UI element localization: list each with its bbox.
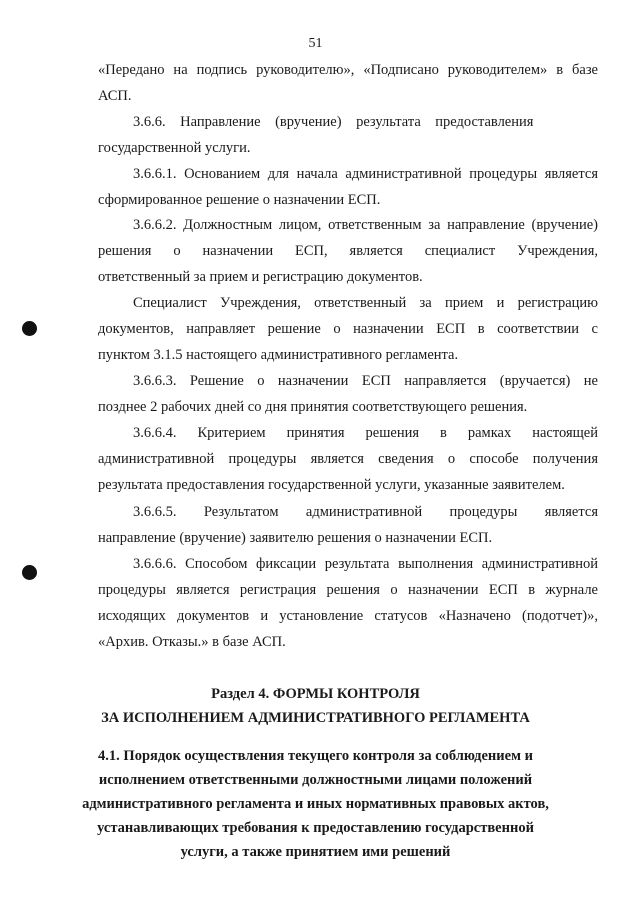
paragraph-line: 3.6.6.2. Должностным лицом, ответственным за направление (вручение) <box>133 217 598 233</box>
section-title: ЗА ИСПОЛНЕНИЕМ АДМИНИСТРАТИВНОГО РЕГЛАМЕНТА <box>101 710 530 726</box>
paragraph-line: ответственный за прием и регистрацию документов. <box>98 269 423 285</box>
paragraph-line: пунктом 3.1.5 настоящего административного регламента. <box>98 347 459 363</box>
subsection-title: 4.1. Порядок осуществления текущего контроля за соблюдением и <box>98 748 533 764</box>
paragraph-line: 3.6.6.1. Основанием для начала административной процедуры является <box>133 166 598 182</box>
paragraph-line: результата предоставления государственной услуги, указанные заявителем. <box>98 477 565 493</box>
paragraph-line: Специалист Учреждения, ответственный за прием и регистрацию <box>133 295 598 311</box>
subsection-title: устанавливающих требования к предоставлению государственной <box>97 820 534 836</box>
paragraph-line: 3.6.6.6. Способом фиксации результата выполнения административной <box>133 556 598 572</box>
subsection-title: административного регламента и иных нормативных правовых актов, <box>82 796 549 812</box>
paragraph-line: направление (вручение) заявителю решения о назначении ЕСП. <box>98 530 493 546</box>
paragraph-line: 3.6.6.5. Результатом административной процедуры является <box>133 504 598 520</box>
subsection-title: исполнением ответственными должностными лицами положений <box>98 772 533 788</box>
paragraph-line: решения о назначении ЕСП, является специалист Учреждения, <box>98 243 598 259</box>
page-number: 51 <box>308 36 323 51</box>
paragraph-line: административной процедуры является сведения о способе получения <box>98 451 598 467</box>
paragraph-line: «Передано на подпись руководителю», «Подписано руководителем» в базе <box>98 62 598 78</box>
paragraph-line: 3.6.6.3. Решение о назначении ЕСП направляется (вручается) не <box>133 373 598 389</box>
binder-hole-dot <box>22 321 37 336</box>
section-title: Раздел 4. ФОРМЫ КОНТРОЛЯ <box>211 686 420 702</box>
paragraph-line: «Архив. Отказы.» в базе АСП. <box>98 634 286 650</box>
paragraph-line: позднее 2 рабочих дней со дня принятия соответствующего решения. <box>98 399 528 415</box>
paragraph-line: 3.6.6.4. Критерием принятия решения в рамках настоящей <box>133 425 598 441</box>
paragraph-line: 3.6.6. Направление (вручение) результата предоставления <box>133 114 534 130</box>
binder-hole-dot <box>22 565 37 580</box>
paragraph-line: процедуры является регистрация решения о назначении ЕСП в журнале <box>98 582 598 598</box>
paragraph-line: государственной услуги. <box>98 140 251 156</box>
subsection-title: услуги, а также принятием ими решений <box>180 844 451 860</box>
paragraph-line: сформированное решение о назначении ЕСП. <box>98 192 381 208</box>
paragraph-line: АСП. <box>98 88 132 104</box>
paragraph-line: документов, направляет решение о назначении ЕСП в соответствии с <box>98 321 598 337</box>
paragraph-line: исходящих документов и установление статусов «Назначено (подотчет)», <box>98 608 598 624</box>
